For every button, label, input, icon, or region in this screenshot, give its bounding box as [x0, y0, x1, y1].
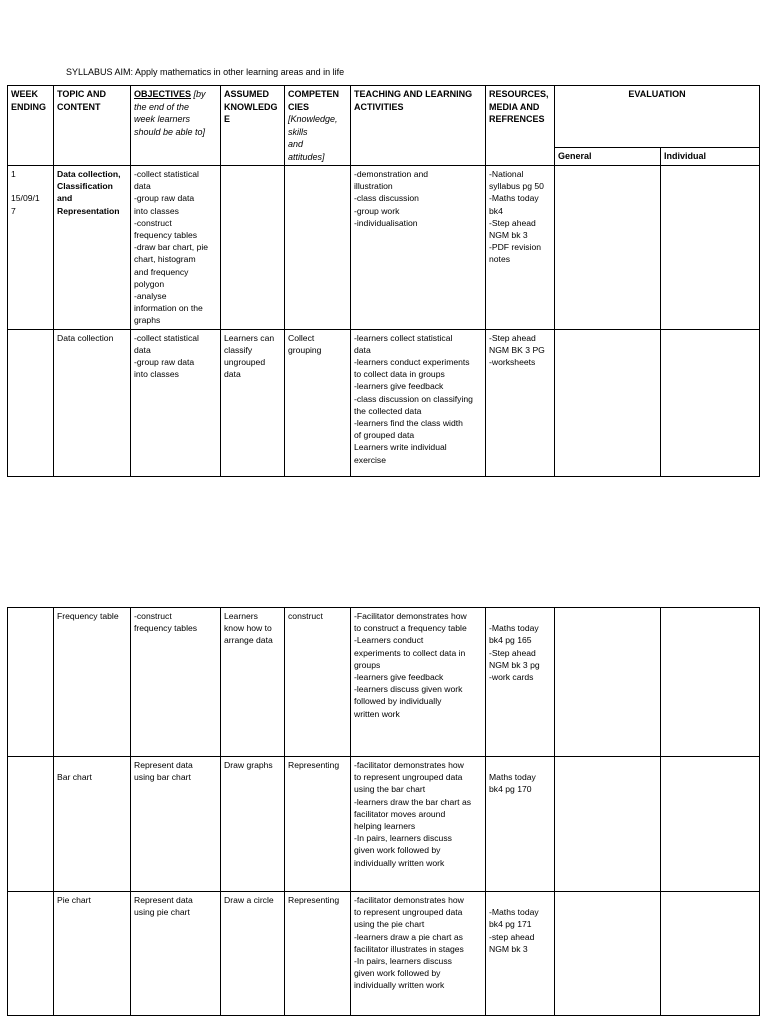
- assumed-cell: Draw a circle: [221, 892, 285, 1016]
- objectives-cell: Represent data using bar chart: [131, 757, 221, 892]
- week-cell: [8, 608, 54, 757]
- competencies-cell: construct: [285, 608, 351, 757]
- general-eval-cell: [555, 608, 661, 757]
- week-cell: 1 15/09/1 7: [8, 166, 54, 330]
- objectives-title: OBJECTIVES: [134, 89, 192, 99]
- resources-cell: -National syllabus pg 50 -Maths today bk4 -Step ahead NGM bk 3 -PDF revision notes: [486, 166, 555, 330]
- general-eval-cell: [555, 329, 661, 476]
- activities-cell: -facilitator demonstrates how to represent ungrouped data using the pie chart -learners draw a pie chart as facilitator illustrates in stages -In pairs, learners discuss given work followed by individually written work: [351, 892, 486, 1016]
- resources-cell: -Maths today bk4 pg 171 -step ahead NGM bk 3: [486, 892, 555, 1016]
- topic-cell: Frequency table: [54, 608, 131, 757]
- table-row: [8, 892, 760, 1016]
- table-row: [8, 608, 760, 757]
- competencies-cell: [285, 166, 351, 330]
- assumed-cell: Learners can classify ungrouped data: [221, 329, 285, 476]
- competencies-cell: Collect grouping: [285, 329, 351, 476]
- scheme-table-2: [7, 607, 760, 1016]
- assumed-cell: Learners know how to arrange data: [221, 608, 285, 757]
- general-eval-cell: [555, 166, 661, 330]
- week-cell: [8, 329, 54, 476]
- week-cell: [8, 892, 54, 1016]
- header-assumed-knowledge: ASSUMED KNOWLEDG E: [221, 86, 285, 166]
- individual-eval-cell: [661, 608, 760, 757]
- objectives-note: [by the end of the week learners should be able to]: [134, 89, 206, 137]
- topic-cell: Pie chart: [54, 892, 131, 1016]
- scheme-table-1: [7, 85, 760, 477]
- activities-cell: -facilitator demonstrates how to represent ungrouped data using the bar chart -learners draw the bar chart as facilitator moves around helping learners -In pairs, learners discuss given work followed by individually written work: [351, 757, 486, 892]
- header-week-ending: WEEK ENDING: [8, 86, 54, 166]
- header-evaluation: EVALUATION: [555, 86, 760, 148]
- individual-eval-cell: [661, 166, 760, 330]
- assumed-cell: Draw graphs: [221, 757, 285, 892]
- individual-eval-cell: [661, 757, 760, 892]
- table-row: [8, 757, 760, 892]
- competencies-cell: Representing: [285, 892, 351, 1016]
- table-row: [8, 329, 760, 476]
- general-eval-cell: [555, 757, 661, 892]
- individual-eval-cell: [661, 892, 760, 1016]
- topic-cell: Bar chart: [54, 757, 131, 892]
- competencies-cell: Representing: [285, 757, 351, 892]
- resources-cell: Maths today bk4 pg 170: [486, 757, 555, 892]
- objectives-cell: -collect statistical data -group raw data into classes -construct frequency tables -draw bar chart, pie chart, histogram and frequency polygon -analyse information on the graphs: [131, 166, 221, 330]
- objectives-cell: -collect statistical data -group raw data into classes: [131, 329, 221, 476]
- assumed-cell: [221, 166, 285, 330]
- topic-cell: Data collection, Classification and Representation: [54, 166, 131, 330]
- individual-eval-cell: [661, 329, 760, 476]
- header-individual: Individual: [661, 147, 760, 165]
- header-competencies: [285, 86, 351, 166]
- table-row: [8, 166, 760, 330]
- header-resources: RESOURCES, MEDIA AND REFRENCES: [486, 86, 555, 166]
- topic-cell: Data collection: [54, 329, 131, 476]
- header-general: General: [555, 147, 661, 165]
- week-cell: [8, 757, 54, 892]
- activities-cell: -learners collect statistical data -learners conduct experiments to collect data in groups -learners give feedback -class discussion on classifying the collected data -learners find the class width of grouped data Learners write individual exercise: [351, 329, 486, 476]
- resources-cell: -Maths today bk4 pg 165 -Step ahead NGM bk 3 pg -work cards: [486, 608, 555, 757]
- competencies-title: COMPETEN CIES: [288, 89, 340, 112]
- general-eval-cell: [555, 892, 661, 1016]
- competencies-note: [Knowledge, skills and attitudes]: [288, 114, 338, 162]
- activities-cell: -Facilitator demonstrates how to construct a frequency table -Learners conduct experiments to collect data in groups -learners give feedback -learners discuss given work followed by individually written work: [351, 608, 486, 757]
- syllabus-aim: SYLLABUS AIM: Apply mathematics in other learning areas and in life: [66, 67, 345, 77]
- objectives-cell: -construct frequency tables: [131, 608, 221, 757]
- header-objectives: [131, 86, 221, 166]
- resources-cell: -Step ahead NGM BK 3 PG -worksheets: [486, 329, 555, 476]
- header-topic: TOPIC AND CONTENT: [54, 86, 131, 166]
- activities-cell: -demonstration and illustration -class discussion -group work -individualisation: [351, 166, 486, 330]
- header-activities: TEACHING AND LEARNING ACTIVITIES: [351, 86, 486, 166]
- objectives-cell: Represent data using pie chart: [131, 892, 221, 1016]
